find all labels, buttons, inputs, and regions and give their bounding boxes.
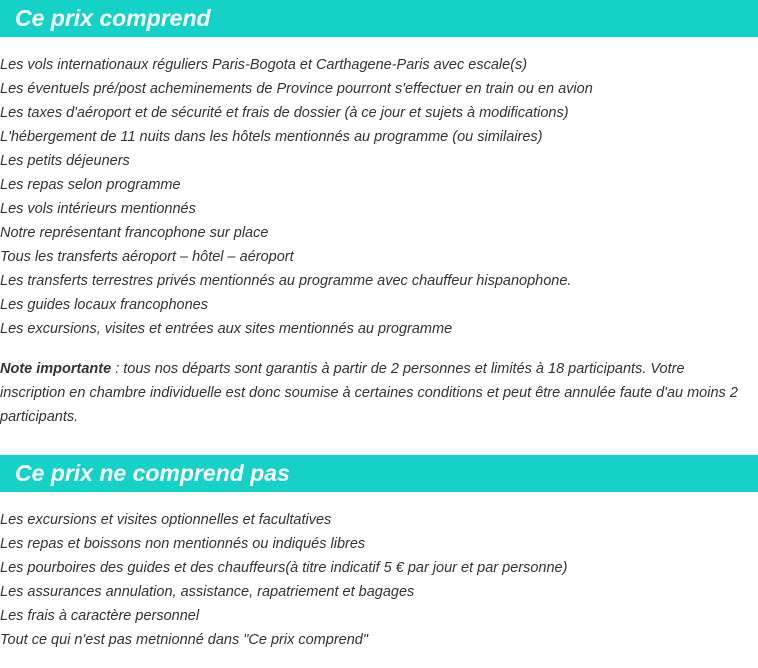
list-item: Les éventuels pré/post acheminements de Province pourront s'effectuer en train ou en avion	[0, 81, 593, 97]
important-note	[0, 357, 752, 429]
list-item: L'hébergement de 11 nuits dans les hôtels mentionnés au programme (ou similaires)	[0, 129, 543, 145]
list-item: Les transferts terrestres privés mentionnés au programme avec chauffeur hispanophone.	[0, 273, 572, 289]
list-item: Les repas selon programme	[0, 177, 181, 193]
includes-list	[0, 53, 758, 341]
list-item: Les vols internationaux réguliers Paris-Bogota et Carthagene-Paris avec escale(s)	[0, 57, 528, 73]
list-item: Tout ce qui n'est pas metnionné dans "Ce prix comprend"	[0, 632, 368, 648]
list-item: Les frais à caractère personnel	[0, 608, 200, 624]
important-note-text: : tous nos départs sont garantis à partir de 2 personnes et limités à 18 participants. Votre inscription en chambre individuelle est donc soumise à certaines conditions et peut être annulée faute d'au moins 2 participants.	[0, 361, 738, 425]
list-item: Tous les transferts aéroport – hôtel – aéroport	[0, 249, 294, 265]
list-item: Notre représentant francophone sur place	[0, 225, 269, 241]
list-item: Les vols intérieurs mentionnés	[0, 201, 196, 217]
section-title-excludes: Ce prix ne comprend pas	[15, 460, 290, 486]
list-item: Les taxes d'aéroport et de sécurité et frais de dossier (à ce jour et sujets à modifications)	[0, 105, 569, 121]
section-header-excludes	[0, 455, 758, 492]
list-item: Les repas et boissons non mentionnés ou indiqués libres	[0, 536, 366, 552]
excludes-list	[0, 508, 758, 652]
list-item: Les pourboires des guides et des chauffeurs(à titre indicatif 5 € par jour et par personne)	[0, 560, 568, 576]
section-title-includes: Ce prix comprend	[15, 5, 211, 31]
list-item: Les assurances annulation, assistance, rapatriement et bagages	[0, 584, 415, 600]
list-item: Les excursions et visites optionnelles et facultatives	[0, 512, 332, 528]
list-item: Les excursions, visites et entrées aux sites mentionnés au programme	[0, 321, 453, 337]
important-note-label: Note importante	[0, 361, 112, 377]
section-header-includes	[0, 0, 758, 37]
list-item: Les petits déjeuners	[0, 153, 130, 169]
list-item: Les guides locaux francophones	[0, 297, 208, 313]
